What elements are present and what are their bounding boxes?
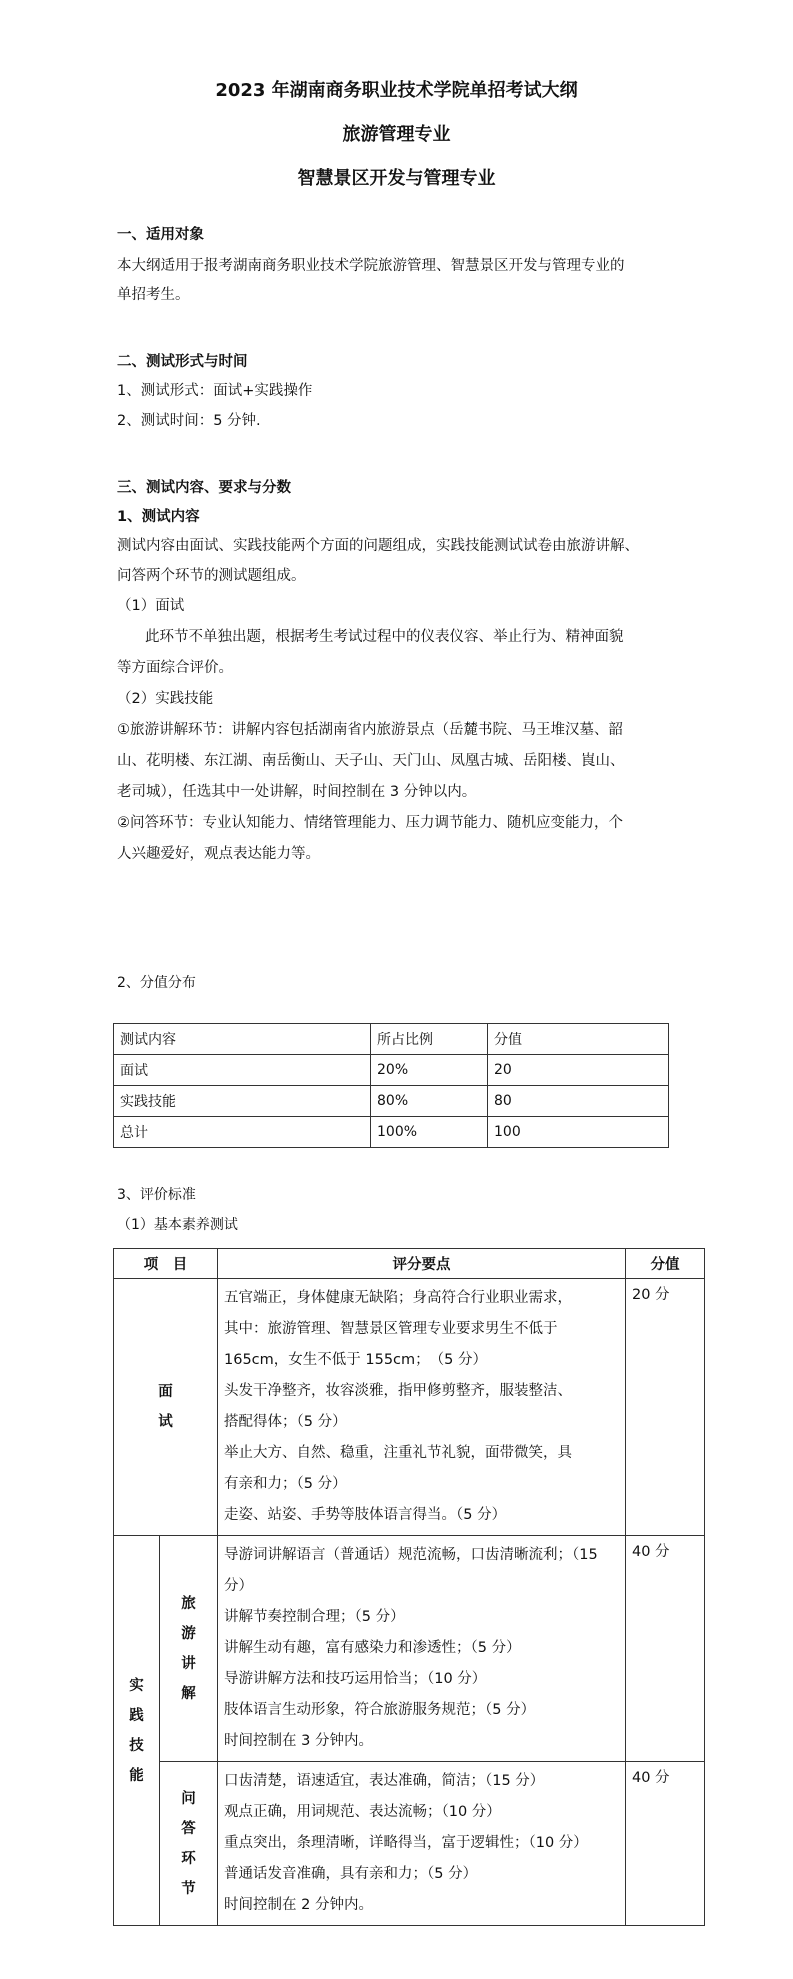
criteria-line: 重点突出，条理清晰，详略得当，富于逻辑性；（10 分） [224,1835,588,1851]
criteria-line: 普通话发音准确，具有亲和力；（5 分） [224,1866,478,1882]
table-header-cell: 所占比例 [371,1024,488,1055]
guide-points-cell [218,1536,626,1762]
criteria-line: 导游词讲解语言（普通话）规范流畅，口齿清晰流利；（15 [224,1547,598,1563]
table-header-cell: 分值 [488,1024,669,1055]
criteria-line: 时间控制在 2 分钟内。 [224,1897,373,1913]
section2-line: 1、测试形式：面试+实践操作 [117,383,313,399]
criteria-line: 导游讲解方法和技巧运用恰当；（10 分） [224,1671,487,1687]
evaluation-heading: 3、评价标准 [117,1187,196,1203]
practice-text-line: 山、花明楼、东江湖、南岳衡山、天子山、天门山、凤凰古城、岳阳楼、崀山、 [117,753,625,769]
section1-line: 单招考生。 [117,287,190,303]
subcategory-char: 问 [181,1790,196,1807]
subcategory-char: 游 [181,1625,196,1642]
interview-points-cell [218,1279,626,1536]
subcategory-char: 节 [181,1880,196,1897]
criteria-line: 时间控制在 3 分钟内。 [224,1733,373,1749]
section3-subheading: 1、测试内容 [117,509,200,525]
criteria-line: 口齿清楚，语速适宜，表达准确，简洁；（15 分） [224,1773,545,1789]
criteria-line: 五官端正，身体健康无缺陷；身高符合行业职业需求， [224,1290,572,1306]
subcategory-char: 环 [181,1850,196,1867]
table-cell: 20% [371,1055,488,1086]
interview-category-cell [114,1279,218,1536]
section1-heading: 一、适用对象 [117,227,204,243]
table-header-row [114,1249,705,1279]
score-distribution-table [113,1023,669,1148]
qa-subcategory-cell [160,1762,218,1926]
table-header-cell: 分值 [626,1249,705,1279]
table-cell: 实践技能 [114,1086,371,1117]
table-header-cell: 评分要点 [218,1249,626,1279]
section2-heading: 二、测试形式与时间 [117,354,248,370]
score-distribution-heading: 2、分值分布 [117,975,196,991]
table-cell: 80% [371,1086,488,1117]
qa-points-cell [218,1762,626,1926]
table-cell: 100% [371,1117,488,1148]
subcategory-char: 讲 [181,1655,196,1672]
table-header-cell: 项 目 [114,1249,218,1279]
criteria-line: 有亲和力；（5 分） [224,1476,347,1492]
table-cell: 80 [488,1086,669,1117]
subcategory-char: 旅 [181,1595,196,1612]
practice-text-line: ①旅游讲解环节：讲解内容包括湖南省内旅游景点（岳麓书院、马王堆汉墓、韶 [117,722,623,738]
practice-text-line: 人兴趣爱好，观点表达能力等。 [117,846,320,862]
evaluation-table [113,1248,705,1926]
interview-text-line: 等方面综合评价。 [117,660,233,676]
guide-subcategory-cell [160,1536,218,1762]
interview-label: （1）面试 [117,598,185,614]
category-char: 实 [129,1677,144,1694]
section1-line: 本大纲适用于报考湖南商务职业技术学院旅游管理、智慧景区开发与管理专业的 [117,258,625,274]
major-title-tourism: 旅游管理专业 [342,124,451,145]
section3-heading: 三、测试内容、要求与分数 [117,480,291,496]
interview-score: 20 分 [626,1279,705,1536]
table-cell: 100 [488,1117,669,1148]
subcategory-char: 答 [181,1820,196,1837]
table-cell: 总计 [114,1117,371,1148]
criteria-line: 举止大方、自然、稳重，注重礼节礼貌，面带微笑，具 [224,1445,572,1461]
criteria-line: 观点正确，用词规范、表达流畅；（10 分） [224,1804,501,1820]
table-row-guide [114,1536,705,1762]
practice-label: （2）实践技能 [117,691,214,707]
category-char: 试 [158,1414,173,1430]
criteria-line: 分） [224,1578,253,1594]
table-row-qa [114,1762,705,1926]
table-cell: 20 [488,1055,669,1086]
criteria-line: 肢体语言生动形象，符合旅游服务规范；（5 分） [224,1702,536,1718]
practice-text-line: ②问答环节：专业认知能力、情绪管理能力、压力调节能力、随机应变能力，个 [117,815,623,831]
major-title-scenic: 智慧景区开发与管理专业 [297,168,496,189]
practice-category-cell [114,1536,160,1926]
table-row-interview [114,1279,705,1536]
criteria-line: 讲解生动有趣，富有感染力和渗透性；（5 分） [224,1640,521,1656]
table-header-cell: 测试内容 [114,1024,371,1055]
table-cell: 面试 [114,1055,371,1086]
criteria-line: 头发干净整齐，妆容淡雅，指甲修剪整齐，服装整洁、 [224,1383,572,1399]
table-header-row [114,1024,669,1055]
section3-intro-line: 测试内容由面试、实践技能两个方面的问题组成，实践技能测试试卷由旅游讲解、 [117,538,639,554]
guide-score: 40 分 [626,1536,705,1762]
evaluation-subheading: （1）基本素养测试 [117,1217,238,1233]
table-row [114,1055,669,1086]
criteria-line: 其中：旅游管理、智慧景区管理专业要求男生不低于 [224,1321,558,1337]
criteria-line: 走姿、站姿、手势等肢体语言得当。（5 分） [224,1507,507,1523]
document-title: 2023 年湖南商务职业技术学院单招考试大纲 [215,80,578,101]
table-row [114,1117,669,1148]
section3-intro-line: 问答两个环节的测试题组成。 [117,568,306,584]
table-row [114,1086,669,1117]
category-char: 能 [129,1767,144,1784]
interview-text-line: 此环节不单独出题，根据考生考试过程中的仪表仪容、举止行为、精神面貌 [145,629,624,645]
category-char: 技 [129,1737,144,1754]
category-char: 践 [129,1707,144,1724]
qa-score: 40 分 [626,1762,705,1926]
criteria-line: 搭配得体；（5 分） [224,1414,347,1430]
subcategory-char: 解 [181,1685,196,1702]
practice-text-line: 老司城），任选其中一处讲解，时间控制在 3 分钟以内。 [117,784,477,800]
category-char: 面 [158,1384,173,1400]
criteria-line: 165cm，女生不低于 155cm； （5 分） [224,1352,487,1368]
criteria-line: 讲解节奏控制合理；（5 分） [224,1609,405,1625]
section2-line: 2、测试时间：5 分钟. [117,413,261,429]
